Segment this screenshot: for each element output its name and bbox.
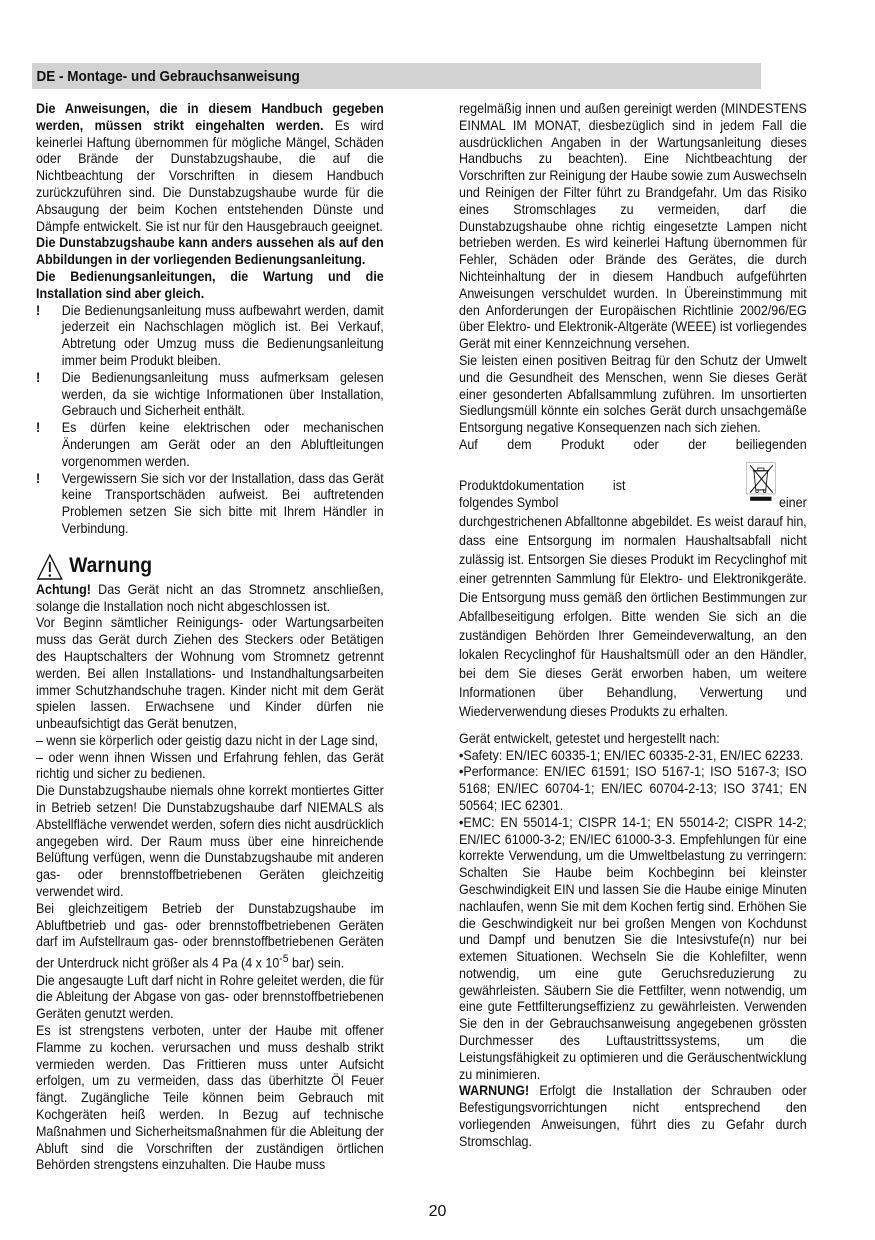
word: beiliegenden bbox=[735, 436, 807, 452]
right-column bbox=[459, 101, 807, 1151]
symbol-row bbox=[459, 460, 807, 512]
bullet-text: Vergewissern Sie sich vor der Installation, dass das Gerät keine Transportschäden aufweist. Bei auftretenden Problemen setzen Sie sich bitte mit Ihrem Händler in Verbindung. bbox=[61, 470, 384, 536]
word: dem bbox=[507, 436, 532, 452]
final-warning-paragraph bbox=[459, 1083, 807, 1150]
body-paragraph: Vor Beginn sämtlicher Reinigungs- oder Wartungsarbeiten muss das Gerät durch Ziehen des Steckers oder Betätigen des Hauptschalters der Wohnung vom Stromnetz getrennt werden. Bei allen Installations- und Instandhaltungsarbeiten immer Schutzhandschuhe tragen. Kinder nicht mit dem Gerät spielen lassen. Erwachsene und Kinder dürfen nie unbeaufsichtigt das Gerät benutzen, bbox=[36, 615, 384, 732]
warnung-text: Erfolgt die Installation der Schrauben oder Befestigungsvorrichtungen nicht entsprechend den vorliegenden Anweisungen, führt dies zu Gefahr durch Stromschlag. bbox=[459, 1083, 807, 1149]
warning-triangle-icon bbox=[36, 553, 64, 581]
word: Auf bbox=[459, 436, 478, 452]
pressure-text: Bei gleichzeitigem Betrieb der Dunstabzugshaube im Abluftbetrieb und gas- oder brennstoffbetriebenen Geräten darf im Aufstellraum gas- oder brennstoffbetriebenen Geräten der Unterdruck nicht größer als 4 Pa (4 x 10 bbox=[36, 900, 384, 971]
bullet-text: Die Bedienungsanleitung muss aufmerksam gelesen werden, da sie wichtige Informationen über Installation, Gebrauch und Sicherheit enthält. bbox=[61, 369, 384, 419]
bullet-text: Die Bedienungsanleitung muss aufbewahrt werden, damit jederzeit ein Nachschlagen möglich ist. Bei Verkauf, Abtretung oder Umzug muss die Bedienungsanleitung immer beim Produkt bleiben. bbox=[61, 302, 384, 368]
appearance-note: Die Dunstabzugshaube kann anders aussehen als auf den Abbildungen in der vorliegenden Bedienungsanleitung. bbox=[36, 235, 384, 268]
body-paragraph: Sie leisten einen positiven Beitrag für den Schutz der Umwelt und die Gesundheit des Menschen, wenn Sie dieses Gerät einer gesonderten Abfallsammlung zuführen. Im unsortierten Siedlungsmüll könnte ein solches Gerät durch unsachgemäße Entsorgung negative Konsequenzen nach sich ziehen. bbox=[459, 352, 807, 436]
exclamation-icon: ! bbox=[36, 302, 41, 318]
bullet-item bbox=[36, 471, 384, 538]
spacer bbox=[459, 721, 807, 731]
body-paragraph: Es ist strengstens verboten, unter der Haube mit offener Flamme zu kochen. verursachen und muss deshalb strikt vermieden werden. Das Frittieren muss unter Aufsicht erfolgen, um zu vermeiden, dass das überhitzte Öl Feuer fängt. Zugängliche Teile können beim Gebrauch mit Kochgeräten heiß werden. In Bezug auf technische Maßnahmen und Sicherheitsmaßnahmen für die Ableitung der Abluft sind die Vorschriften der zuständigen örtlichen Behörden strengstens einzuhalten. Die Haube muss bbox=[36, 1022, 384, 1173]
bullet-text: Es dürfen keine elektrischen oder mechanischen Änderungen am Gerät oder an den Abluftleitungen vorgenommen werden. bbox=[61, 420, 384, 469]
intro-bold: Die Anweisungen, die in diesem Handbuch gegeben werden, müssen strikt eingehalten werden. bbox=[36, 101, 384, 133]
section-header bbox=[32, 63, 761, 89]
left-column bbox=[36, 101, 384, 1174]
standards-emc: •EMC: EN 55014-1; CISPR 14-1; EN 55014-2; CISPR 14-2; EN/IEC 61000-3-2; EN/IEC 61000-3-3. Empfehlungen für eine korrekte Verwendung, um die Umweltbelastung zu verringern: Schalten Sie Haube beim Kochbeginn bei kleinster Geschwindigkeit EIN und lassen Sie die Haube einige Minuten nachlaufen, wenn Sie mit dem Kochen fertig sind. Erhöhen Sie die Geschwindigkeit nur bei großen Mengen von Kochdunst und Dampf und benutzen Sie die Intesivstufe(n) nur bei extemen Situationen. Wechseln Sie die Kohlefilter, wenn notwendig, um eine gute Geruchsreduzierung zu gewährleisten. Säubern Sie die Fettfilter, wenn notwendig, um eine gute Fettfilterungseffizienz zu gewährleisten. Verwenden Sie den in der Gebrauchsanweisung angegebenen grössten Durchmesser des Luftaustrittssystems, um die Leistungsfähigkeit zu optimieren und die Geräuschentwicklung zu minimieren. bbox=[459, 814, 807, 1082]
word: oder bbox=[633, 436, 659, 452]
exclamation-icon: ! bbox=[36, 369, 41, 385]
warning-heading bbox=[36, 552, 384, 582]
exclamation-icon: ! bbox=[36, 420, 41, 436]
crossed-out-bin-icon bbox=[745, 450, 779, 512]
body-paragraph: Die angesaugte Luft darf nicht in Rohre geleitet werden, die für die Ableitung der Abgase von gas- oder brennstoffbetriebenen Geräten genutzt werden. bbox=[36, 972, 384, 1022]
standards-safety: •Safety: EN/IEC 60335-1; EN/IEC 60335-2-31, EN/IEC 62233. bbox=[459, 747, 804, 763]
pressure-text-end: bar) sein. bbox=[288, 955, 345, 971]
achtung-label: Achtung! bbox=[36, 581, 91, 597]
exclamation-icon: ! bbox=[36, 470, 41, 486]
warning-title: Warnung bbox=[69, 554, 153, 578]
body-paragraph: Gerät entwickelt, getestet und hergestellt nach: bbox=[459, 730, 720, 746]
symbol-text: Produktdokumentation ist folgendes Symbol bbox=[459, 478, 626, 510]
bullet-item bbox=[36, 303, 384, 370]
body-paragraph: – oder wenn ihnen Wissen und Erfahrung fehlen, das Gerät richtig und sicher zu bedienen. bbox=[36, 749, 384, 782]
word: Produkt bbox=[561, 436, 605, 452]
disposal-paragraph: durchgestrichenen Abfalltonne abgebildet. Es weist darauf hin, dass eine Entsorgung im normalen Haushaltsabfall nicht zulässig ist. Entsorgen Sie dieses Produkt im Recyclinghof mit einer getrennten Sammlung für Elektro- und Elektronikgeräte. Die Entsorgung muss gemäß den örtlichen Bestimmungen zur Abfallbeseitigung erfolgen. Bitte wenden Sie sich an die zuständigen Behörden Ihrer Gemeindeverwaltung, an den lokalen Recyclinghof für Haushaltsmüll oder an den Händler, bei dem Sie dieses Gerät erworben haben, um weitere Informationen über Behandlung, Verwertung und Wiederverwendung dieses Produkts zu erhalten. bbox=[459, 513, 807, 719]
achtung-paragraph bbox=[36, 582, 384, 616]
intro-paragraph bbox=[36, 101, 384, 235]
achtung-text: Das Gerät nicht an das Stromnetz anschließen, solange die Installation noch nicht abgeschlossen ist. bbox=[36, 581, 384, 614]
page-number: 20 bbox=[428, 1203, 447, 1220]
pressure-paragraph bbox=[36, 901, 384, 973]
pressure-exponent: -5 bbox=[279, 953, 289, 966]
warnung-label: WARNUNG! bbox=[459, 1083, 530, 1099]
section-title: DE - Montage- und Gebrauchsanweisung bbox=[36, 68, 300, 85]
body-paragraph: Die Dunstabzugshaube niemals ohne korrekt montiertes Gitter in Betrieb setzen! Die Dunstabzugshaube darf NIEMALS als Abstellfläche verwendet werden, sofern dies nicht ausdrücklich angegeben wird. Der Raum muss über eine hinreichende Belüftung verfügen, wenn die Dunstabzugshaube mit anderen gas- oder brennstoffbetriebenen Geräten gleichzeitig verwendet wird. bbox=[36, 783, 384, 900]
word: der bbox=[688, 436, 707, 452]
symbol-text-end: einer bbox=[778, 494, 807, 510]
standards-performance: •Performance: EN/IEC 61591; ISO 5167-1; ISO 5167-3; ISO 5168; EN/IEC 60704-1; EN/IEC 60704-2-13; ISO 3741; EN 50564; IEC 62301. bbox=[459, 764, 807, 813]
same-installation-note: Die Bedienungsanleitungen, die Wartung und die Installation sind aber gleich. bbox=[36, 268, 384, 301]
bullet-item bbox=[36, 370, 384, 420]
bullet-item bbox=[36, 420, 384, 470]
body-paragraph: – wenn sie körperlich oder geistig dazu nicht in der Lage sind, bbox=[36, 732, 379, 748]
body-paragraph: regelmäßig innen und außen gereinigt werden (MINDESTENS EINMAL IM MONAT, diesbezüglich sind in jedem Fall die ausdrücklichen Angaben in der Wartungsanleitung dieses Handbuchs zu beachten). Eine Nichtbeachtung der Vorschriften zur Reinigung der Haube sowie zum Auswechseln und Reinigen der Filter führt zu Brandgefahr. Um das Risiko eines Stromschlages zu vermeiden, darf die Dunstabzugshaube ohne richtig eingesetzte Lampen nicht betrieben werden. Es wird keinerlei Haftung übernommen für Fehler, Schäden oder Brände des Gerätes, die durch Nichteinhaltung der in diesem Handbuch aufgeführten Anweisungen verschuldet wurden. In Übereinstimmung mit den Anforderungen der Europäischen Richtlinie 2002/96/EG über Elektro- und Elektronik-Altgeräte (WEEE) ist vorliegendes Gerät mit einer Kennzeichnung versehen. bbox=[459, 101, 807, 352]
intro-text: Es wird keinerlei Haftung übernommen für mögliche Mängel, Schäden oder Brände der Dunstabzugshaube, die auf die Nichtbeachtung der Vorschriften in diesem Handbuch zurückzuführen sind. Die Dunstabzugshaube wurde für die Absaugung der beim Kochen entstehenden Dünste und Dämpfe entwickelt. Sie ist nur für den Hausgebrauch geeignet. bbox=[36, 117, 384, 234]
